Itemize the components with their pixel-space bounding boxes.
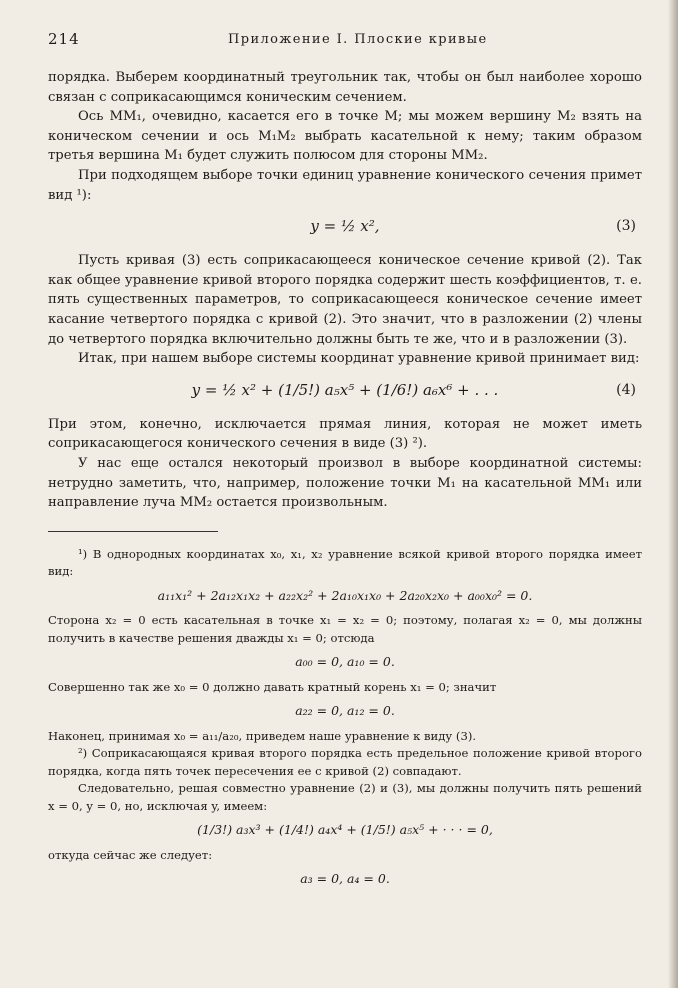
paragraph-7: У нас еще остался некоторый произвол в выборе координатной системы: нетрудно заметить, что, например, положение точки M₁ на касательной MM₁ или направление луча MM₂ остается произвольным. (48, 455, 642, 511)
footnote-1-equation-3: a₂₂ = 0, a₁₂ = 0. (295, 703, 395, 719)
page-number: 214 (48, 30, 80, 48)
paragraph-6: При этом, конечно, исключается прямая линия, которая не может иметь соприкасающегося конического сечения в виде (3) ²). (48, 416, 642, 452)
footnote-1-text-4: Наконец, принимая x₀ = a₁₁/a₂₀, приведем наше уравнение к виду (3). (48, 728, 477, 743)
footnote-divider (48, 531, 218, 532)
footnote-2-text-3: откуда сейчас же следует: (48, 847, 213, 862)
paragraph-1: порядка. Выберем координатный треугольник так, чтобы он был наиболее хорошо связан с соприкасающимся коническим сечением. (48, 70, 642, 105)
equation-3-number: (3) (616, 218, 636, 235)
footnotes (48, 546, 642, 888)
page-header (48, 30, 642, 54)
footnote-2-text: ²) Соприкасающаяся кривая второго порядка есть предельное положение кривой второго порядка, когда пять точек пересечения ее с кривой (2) совпадают. (48, 746, 642, 778)
footnote-1-equation-2: a₀₀ = 0, a₁₀ = 0. (295, 654, 395, 670)
equation-4 (48, 375, 642, 405)
page-edge-shadow (668, 0, 678, 988)
footnote-2-equation: (1/3!) a₃x³ + (1/4!) a₄x⁴ + (1/5!) a₅x⁵ + · · · = 0, (197, 822, 493, 838)
footnote-2-text-2: Следовательно, решая совместно уравнение (2) и (3), мы должны получить пять решений x = 0, y = 0, но, исключая y, имеем: (48, 781, 642, 813)
equation-4-formula: y = ½ x² + (1/5!) a₅x⁵ + (1/6!) a₆x⁶ + . . . (191, 380, 499, 399)
equation-3-formula: y = ½ x², (310, 217, 380, 236)
footnote-1-equation-1: a₁₁x₁² + 2a₁₂x₁x₂ + a₂₂x₂² + 2a₁₀x₁x₀ + 2a₂₀x₂x₀ + a₀₀x₀² = 0. (157, 587, 533, 603)
bottom-margin (0, 988, 678, 1002)
equation-3 (48, 211, 642, 241)
paragraph-3: При подходящем выборе точки единиц уравнение конического сечения примет вид ¹): (48, 167, 642, 203)
page-content (48, 30, 642, 896)
footnote-1-text-3: Совершенно так же x₀ = 0 должно давать кратный корень x₁ = 0; значит (48, 679, 497, 694)
footnote-1-intro: ¹) В однородных координатах x₀, x₁, x₂ уравнение всякой кривой второго порядка имеет вид: (48, 546, 642, 579)
paragraph-2: Ось MM₁, очевидно, касается его в точке M; мы можем вершину M₂ взять на коническом сечении и ось M₁M₂ выбрать касательной к нему; таким образом третья вершина M₁ будет служить полюсом для стороны MM₂. (48, 109, 642, 164)
paragraph-5: Итак, при нашем выборе системы координат уравнение кривой принимает вид: (78, 351, 640, 367)
footnote-1-text-2: Сторона x₂ = 0 есть касательная в точке x₁ = x₂ = 0; поэтому, полагая x₂ = 0, мы должны получить в качестве решения дважды x₁ = 0; отсюда (48, 613, 642, 645)
paragraph-4: Пусть кривая (3) есть соприкасающееся коническое сечение кривой (2). Так как общее уравнение кривой второго порядка содержит шесть коэффициентов, т. е. пять существенных параметров, то соприкасающееся коническое сечение имеет касание четвертого порядка с кривой (2). Это значит, что в разложении (2) члены до четвертого порядка включительно должны быть те же, что и в разложении (3). (48, 253, 642, 347)
running-title: Приложение I. Плоские кривые (228, 32, 488, 47)
equation-4-number: (4) (616, 381, 636, 398)
footnote-2-equation-2: a₃ = 0, a₄ = 0. (300, 871, 390, 887)
